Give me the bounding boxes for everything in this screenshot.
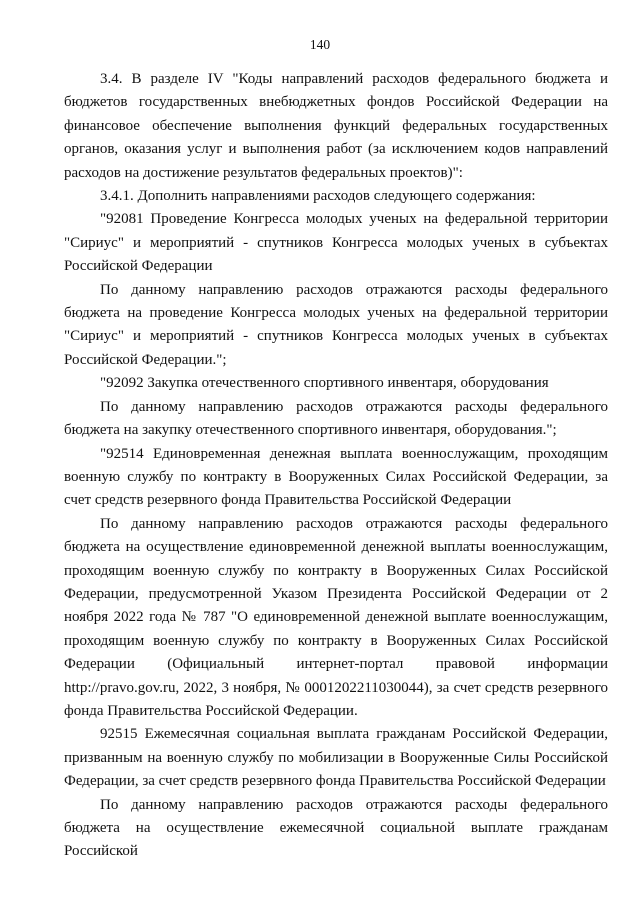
paragraph-92081-description: По данному направлению расходов отражаются расходы федерального бюджета на проведение Конгресса молодых ученых на федеральной территории "Сириус" и мероприятий - спутников Конгресса молодых ученых в субъектах Российской Федерации."; <box>64 281 608 368</box>
paragraph-92514-title: "92514 Единовременная денежная выплата военнослужащим, проходящим военную службу по контракту в Вооруженных Силах Российской Федерации, за счет средств резервного фонда Правительства Российской Федерации <box>64 445 608 509</box>
paragraph-3-4-1: 3.4.1. Дополнить направлениями расходов следующего содержания: <box>100 188 536 205</box>
paragraph-92514-description: По данному направлению расходов отражаются расходы федерального бюджета на осуществление единовременной денежной выплаты военнослужащим, проходящим военную службу по контракту в Вооруженных Силах Российской Федерации, предусмотренной Указом Президента Российской Федерации от 2 ноября 2022 года № 787 "О единовременной денежной выплате военнослужащим, проходящим военную службу по контракту в Вооруженных Силах Российской Федерации (Официальный интернет-портал правовой информации http://pravo.gov.ru, 2022, 3 ноября, № 0001202211030044), за счет средств резервного фонда Правительства Российской Федерации. <box>64 515 608 719</box>
paragraph-92515-description: По данному направлению расходов отражаются расходы федерального бюджета на осуществление ежемесячной социальной выплате гражданам Российской <box>64 796 608 860</box>
paragraph-92092-description: По данному направлению расходов отражаются расходы федерального бюджета на закупку отечественного спортивного инвентаря, оборудования."; <box>64 398 608 439</box>
paragraph-92515-title: 92515 Ежемесячная социальная выплата гражданам Российской Федерации, призванным на военную службу по мобилизации в Вооруженные Силы Российской Федерации, за счет средств резервного фонда Правительства Российской Федерации <box>64 726 608 790</box>
paragraph-section-3-4: 3.4. В разделе IV "Коды направлений расходов федерального бюджета и бюджетов государственных внебюджетных фондов Российской Федерации на финансовое обеспечение выполнения функций федеральных государственных органов, оказания услуг и выполнения работ (за исключением кодов направлений расходов на достижение результатов федеральных проектов)": <box>64 71 608 181</box>
paragraph-92081-title: "92081 Проведение Конгресса молодых ученых на федеральной территории "Сириус" и мероприятий - спутников Конгресса молодых ученых в субъектах Российской Федерации <box>64 211 608 275</box>
paragraph-92092-title: "92092 Закупка отечественного спортивного инвентаря, оборудования <box>100 375 549 392</box>
page-number: 140 <box>309 37 331 52</box>
document-body <box>64 68 608 864</box>
